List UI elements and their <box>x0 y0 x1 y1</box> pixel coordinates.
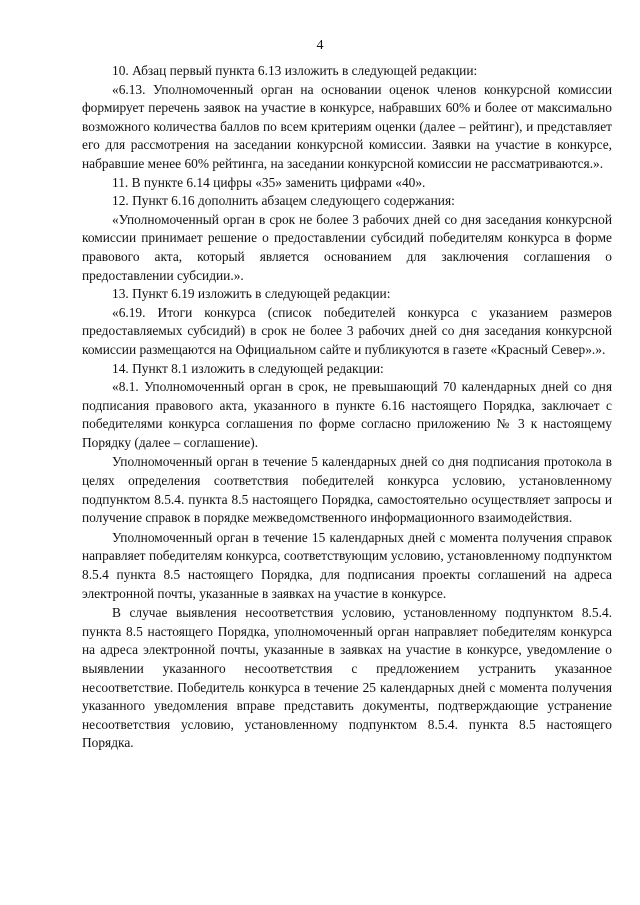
paragraph-8-1-third: Уполномоченный орган в течение 15 календарных дней с момента получения справок направляет победителям конкурса, соответствующим условию, установленному подпунктом 8.5.4 пункта 8.5 настоящего Порядка, для подписания проекты соглашений на адреса электронной почты, указанные в заявках на участие в конкурсе. <box>82 529 612 601</box>
paragraph-item-10: 10. Абзац первый пункта 6.13 изложить в следующей редакции: <box>112 63 478 78</box>
paragraph-item-14: 14. Пункт 8.1 изложить в следующей редакции: <box>112 360 384 376</box>
paragraph-6-16-addition: «Уполномоченный орган в срок не более 3 рабочих дней со дня заседания конкурсной комиссии принимает решение о предоставлении субсидий победителям конкурса в форме правового акта, который является основанием для заключения соглашения о предоставлении субсидии.». <box>82 211 612 283</box>
paragraph-6-13-text: «6.13. Уполномоченный орган на основании оценок членов конкурсной комиссии формирует перечень заявок на участие в конкурсе, набравших 60% и более от максимально возможного количества баллов по всем критериям оценки (далее – рейтинг), и представляет его для рассмотрения на заседании конкурсной комиссии. Заявки на участие в конкурсе, набравшие менее 60% рейтинга, на заседании конкурсной комиссии не рассматриваются.». <box>82 81 612 171</box>
paragraph-8-1-fourth: В случае выявления несоответствия условию, установленному подпунктом 8.5.4. пункта 8.5 настоящего Порядка, уполномоченный орган направляет победителям конкурса на адреса электронной почты, указанные в заявках на участие в конкурсе, уведомление о выявлении указанного несоответствия с предложением устранить указанное несоответствие. Победитель конкурса в течение 25 календарных дней с момента получения указанного уведомления вправе представить документы, подтверждающие устранение несоответствия условию, установленному подпунктом 8.5.4. пункта 8.5 настоящего Порядка. <box>82 605 612 751</box>
paragraph-8-1-text: «8.1. Уполномоченный орган в срок, не превышающий 70 календарных дней со дня подписания правового акта, указанного в пункте 6.16 настоящего Порядка, заключает с победителями конкурса соглашения по форме согласно приложению № 3 к настоящему Порядку (далее – соглашение). <box>82 379 612 450</box>
paragraph-8-1-second: Уполномоченный орган в течение 5 календарных дней со дня подписания протокола в целях определения соответствия победителей конкурса условию, установленному подпунктом 8.5.4. пункта 8.5 настоящего Порядка, самостоятельно осуществляет запросы и получение справок в порядке межведомственного информационного взаимодействия. <box>82 454 612 526</box>
paragraph-item-12: 12. Пункт 6.16 дополнить абзацем следующего содержания: <box>112 193 455 209</box>
paragraph-6-19-text: «6.19. Итоги конкурса (список победителей конкурса с указанием размеров предоставляемых субсидий) в срок не более 3 рабочих дней со дня заседания конкурсной комиссии размещаются на Официальном сайте и публикуются в газете «Красный Север».». <box>82 304 612 357</box>
document-body <box>82 62 612 753</box>
page-number: 4 <box>316 38 324 53</box>
paragraph-item-11: 11. В пункте 6.14 цифры «35» заменить цифрами «40». <box>112 174 426 190</box>
paragraph-item-13: 13. Пункт 6.19 изложить в следующей редакции: <box>112 286 391 302</box>
